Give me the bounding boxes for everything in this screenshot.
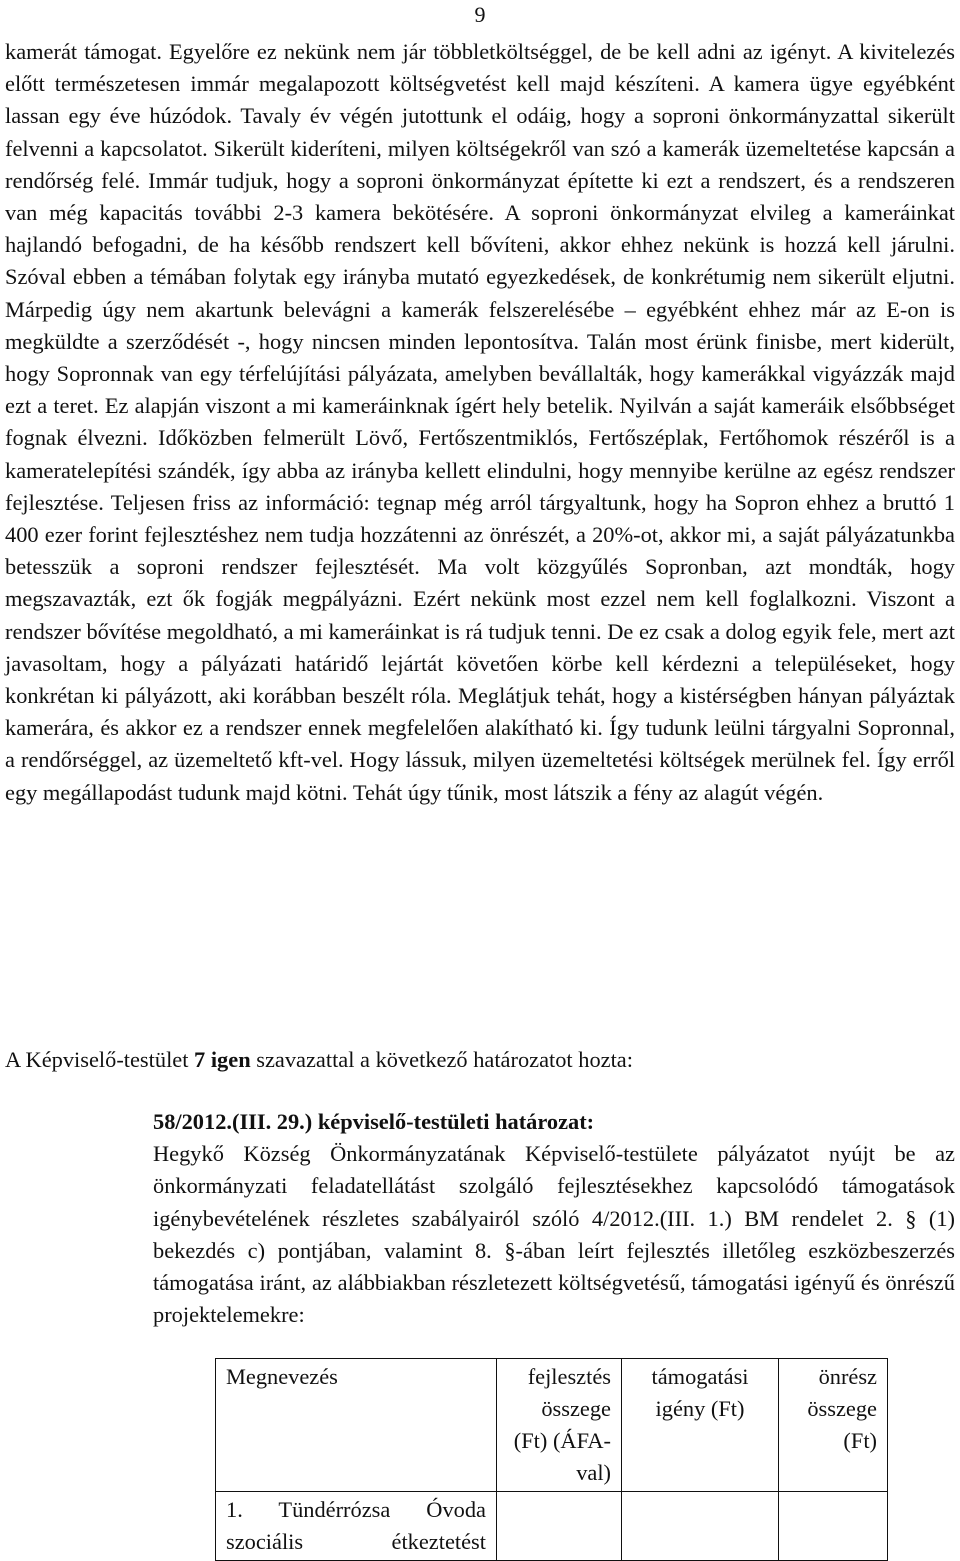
vote-suffix: szavazattal a következő határozatot hozta:	[250, 1047, 633, 1072]
vote-prefix: A Képviselő-testület	[5, 1047, 195, 1072]
body-paragraph-block	[5, 36, 955, 809]
table-row	[216, 1492, 888, 1561]
resolution-title-suffix: képviselő-testületi határozat:	[312, 1109, 595, 1134]
project-name-line1: 1. Tündérrózsa Óvoda	[226, 1497, 486, 1522]
header-own-contribution: önrész összege (Ft)	[779, 1359, 888, 1492]
project-name-line2: szociális étkeztetést	[226, 1529, 486, 1554]
table-header-row	[216, 1359, 888, 1492]
header-name: Megnevezés	[216, 1359, 497, 1492]
table-cell-grant-request	[622, 1492, 779, 1561]
header-development-cost: fejlesztés összege (Ft) (ÁFA-val)	[497, 1359, 622, 1492]
vote-statement	[5, 1044, 955, 1076]
resolution-block	[153, 1106, 955, 1331]
project-table	[215, 1358, 888, 1561]
resolution-number: 58/2012.(III. 29.)	[153, 1109, 313, 1134]
vote-count: 7 igen	[194, 1047, 251, 1072]
body-paragraph: kamerát támogat. Egyelőre ez nekünk nem jár többletköltséggel, de be kell adni az igényt. A kivitelezés előtt természetesen immár megalapozott költségvetést kell majd készíteni. A kamera ügye egyébként lassan egy éve húzódok. Tavaly év végén jutottunk el odáig, hogy a soproni önkormányzattal sikerült felvenni a kapcsolatot. Sikerült kideríteni, milyen költségekről van szó a kamerák üzemeltetése kapcsán a rendőrség felé. Immár tudjuk, hogy a soproni önkormányzat építette ki ezt a rendszert, és a rendszeren van még kapacitás további 2-3 kamera bekötésére. A soproni önkormányzat elvileg a kameráinkat hajlandó befogadni, de ha később rendszert kell bővíteni, akkor ehhez nekünk is hozzá kell járulni. Szóval ebben a témában folytak egy irányba mutató egyezkedések, de konkrétumig nem sikerült eljutni. Márpedig úgy nem akartunk belevágni a kamerák felszerelésébe – egyébként ehhez már az E-on is megküldte a szerződését -, hogy nincsen minden lepontosítva. Talán most érünk finisbe, mert kiderült, hogy Sopronnak van egy térfelújítási pályázata, amelyben bevállalták, hogy kamerákkal vigyázzák majd ezt a teret. Ez alapján viszont a mi kameráinknak ígért hely betelik. Nyilván a saját kameráik elsőbbséget fognak élvezni. Időközben felmerült Lövő, Fertőszentmiklós, Fertőszéplak, Fertőhomok részéről is a kameratelepítési szándék, így abba az irányba kellett elindulni, hogy mennyibe kerülne az egész rendszer fejlesztése. Teljesen friss az információ: tegnap még arról tárgyaltunk, hogy ha Sopron ehhez a bruttó 1 400 ezer forint fejlesztéshez nem tudja hozzátenni az önrészét, a 20%-ot, akkor mi, a saját pályázatunkba betesszük a soproni rendszer fejlesztését. Ma volt közgyűlés Sopronban, azt mondták, hogy megszavazták, ezt ők fogják megpályázni. Ezért nekünk most ezzel nem kell foglalkozni. Viszont a rendszer bővítése megoldható, a mi kameráinkat is rá tudjuk tenni. De ez csak a dolog egyik fele, mert azt javasoltam, hogy a pályázati határidő lejártát követően körbe kell kérdezni a településeket, hogy konkrétan ki pályázott, aki korábban beszélt róla. Meglátjuk tehát, hogy a kistérségben hányan pályáztak kamerára, és akkor ez a rendszer ennek megfelelően alakítható ki. Így tudunk leülni tárgyalni Sopronnal, a rendőrséggel, az üzemeltető kft-vel. Hogy lássuk, milyen üzemeltetési költségek merülnek fel. Így erről egy megállapodást tudunk majd kötni. Tehát úgy tűnik, most látszik a fény az alagút végén.	[5, 39, 955, 805]
resolution-text: Hegykő Község Önkormányzatának Képviselő-testülete pályázatot nyújt be az önkormányzati feladatellátást szolgáló fejlesztésekhez kapcsolódó támogatások igénybevételének részletes szabályairól szóló 4/2012.(III. 1.) BM rendelet 2. § (1) bekezdés c) pontjában, valamint 8. §-ában leírt fejlesztés illetőleg eszközbeszerzés támogatása iránt, az alábbiakban részletezett költségvetésű, támogatási igényű és önrészű projektelemekre:	[153, 1141, 955, 1328]
table-cell-development-cost	[497, 1492, 622, 1561]
table-cell-name	[216, 1492, 497, 1561]
table-cell-own-contribution	[779, 1492, 888, 1561]
resolution-title	[153, 1106, 955, 1138]
header-grant-request: támogatási igény (Ft)	[622, 1359, 779, 1492]
page-number: 9	[474, 2, 486, 27]
